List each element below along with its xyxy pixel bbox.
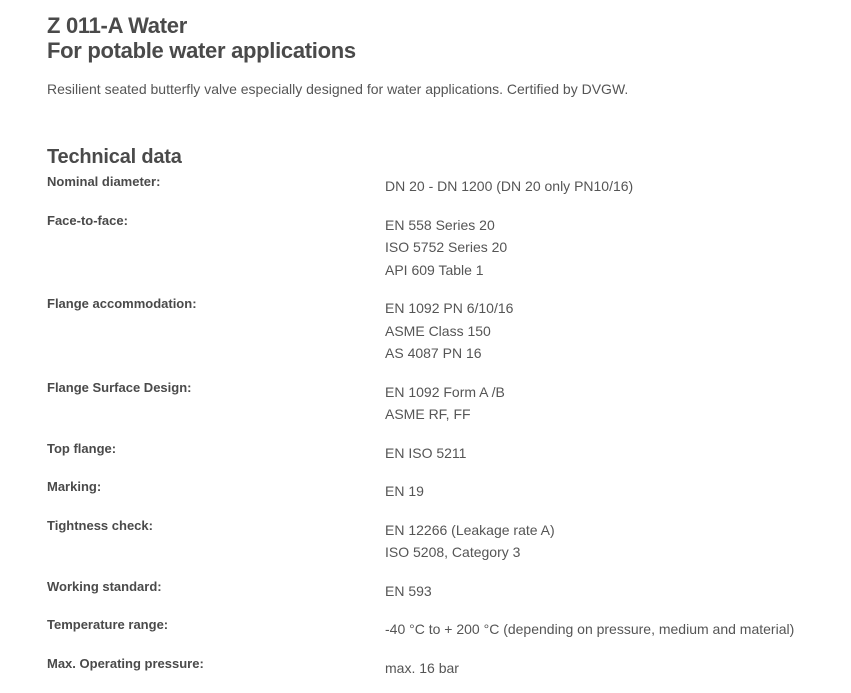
technical-data-heading: Technical data [47, 146, 182, 168]
technical-data-table [47, 173, 837, 679]
spec-value: EN 1092 Form A /B [385, 383, 505, 400]
spec-value: max. 16 bar [385, 659, 459, 676]
spec-label: Face-to-face: [47, 212, 128, 228]
spec-label: Marking: [47, 479, 102, 494]
spec-label: Tightness check: [47, 517, 153, 533]
spec-row [47, 173, 837, 198]
spec-values [385, 478, 837, 503]
spec-values [385, 440, 837, 465]
spec-label: Top flange: [47, 440, 117, 456]
spec-label: Max. Operating pressure: [47, 655, 204, 671]
product-title: Z 011-A Water [47, 13, 187, 38]
spec-label: Flange accommodation: [47, 296, 197, 311]
spec-values [385, 517, 837, 564]
spec-values [385, 578, 837, 603]
spec-value: EN 558 Series 20 [385, 216, 495, 233]
spec-value: EN 19 [385, 483, 424, 499]
spec-values [385, 212, 837, 282]
spec-value: EN 1092 PN 6/10/16 [385, 300, 514, 316]
spec-values [385, 655, 837, 680]
product-page [47, 0, 837, 693]
spec-value: EN ISO 5211 [385, 444, 467, 461]
product-subtitle: For potable water applications [47, 38, 356, 63]
spec-value: EN 593 [385, 582, 432, 599]
spec-row [47, 517, 837, 564]
spec-values [385, 295, 837, 365]
spec-label: Temperature range: [47, 617, 169, 632]
spec-row [47, 440, 837, 465]
spec-value: AS 4087 PN 16 [385, 345, 482, 361]
product-description: Resilient seated butterfly valve especially designed for water applications. Certified by DVGW. [47, 81, 629, 97]
spec-row [47, 578, 837, 603]
spec-value: ISO 5208, Category 3 [385, 544, 521, 560]
spec-value: ASME RF, FF [385, 406, 471, 422]
spec-values [385, 616, 837, 641]
spec-row [47, 655, 837, 680]
spec-values [385, 173, 837, 198]
spec-value: -40 °C to + 200 °C (depending on pressure, medium and material) [385, 621, 795, 637]
spec-label: Nominal diameter: [47, 174, 161, 189]
spec-value: DN 20 - DN 1200 (DN 20 only PN10/16) [385, 178, 634, 194]
spec-value: EN 12266 (Leakage rate A) [385, 521, 555, 538]
spec-row [47, 295, 837, 365]
spec-label: Flange Surface Design: [47, 379, 192, 395]
spec-label: Working standard: [47, 578, 162, 594]
spec-row [47, 212, 837, 282]
spec-value: ISO 5752 Series 20 [385, 239, 508, 255]
spec-row [47, 616, 837, 641]
spec-value: ASME Class 150 [385, 322, 491, 339]
spec-values [385, 379, 837, 426]
spec-row [47, 478, 837, 503]
spec-value: API 609 Table 1 [385, 261, 484, 278]
spec-row [47, 379, 837, 426]
